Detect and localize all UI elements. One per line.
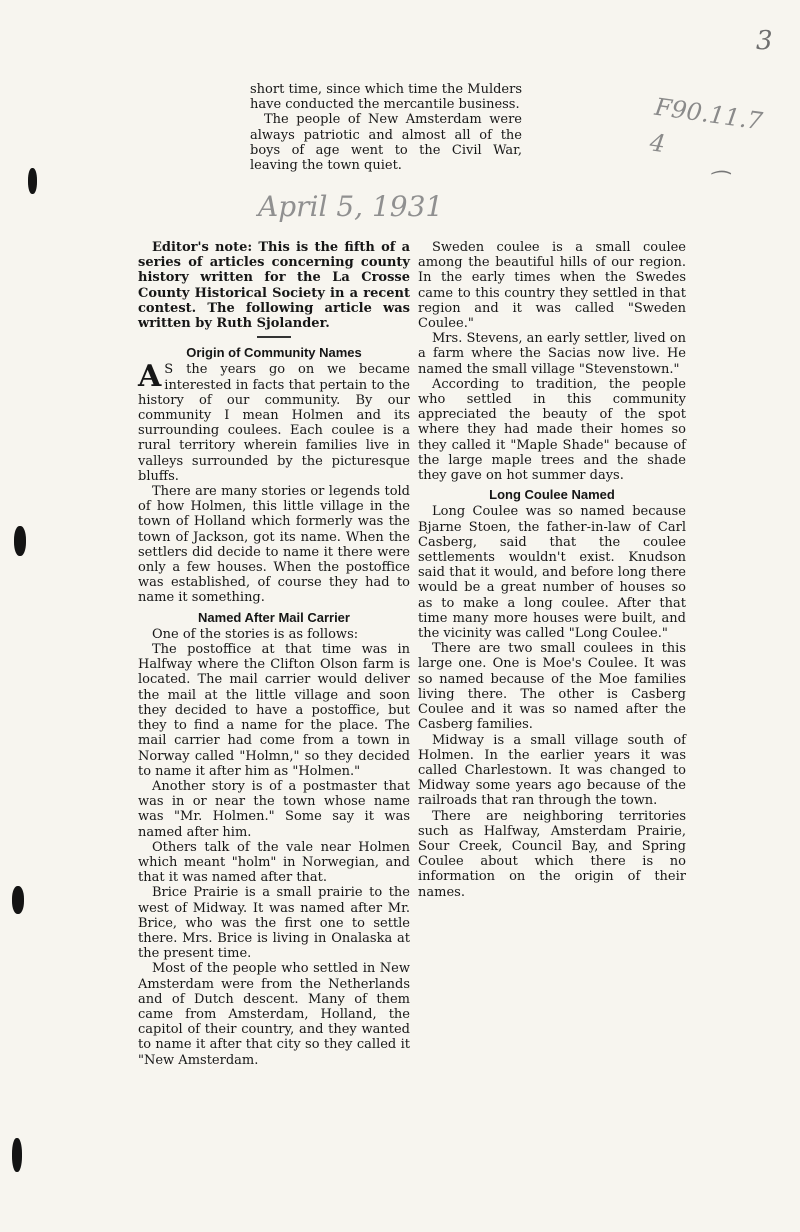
page-number: 3 xyxy=(756,26,773,56)
margin-note: F90.11.7 4 xyxy=(648,92,765,159)
subhead-long-coulee: Long Coulee Named xyxy=(489,487,615,503)
intro-paragraph xyxy=(138,359,410,484)
editor-note xyxy=(138,240,410,331)
left-paragraph-8: Most of the people who settled in New Amsterdam were from the Netherlands and of Dutch descent. Many of them came from Amsterdam, Holland, the capitol of their country, and they wanted to name it after that city so they called it "New Amsterdam. xyxy=(138,961,410,1068)
right-paragraph-7: There are neighboring territories such as Halfway, Amsterdam Prairie, Sour Creek, Council Bay, and Spring Coulee about which there is no information on the origin of their names. xyxy=(418,808,686,900)
binding-hole-1 xyxy=(28,168,37,194)
margin-scribble: ⁀ xyxy=(708,172,726,197)
left-column xyxy=(138,240,410,1068)
binding-hole-4 xyxy=(12,1138,22,1172)
editor-note-text: Editor's note: This is the fifth of a series of articles concerning county history written for the La Crosse County Historical Society in a recent contest. The following article was written by Ruth Sjolander. xyxy=(138,240,410,332)
binding-hole-2 xyxy=(14,526,26,556)
right-paragraph-1: Sweden coulee is a small coulee among the beautiful hills of our region. In the early times when the Swedes came to this country they settled in that region and it was called "Sweden Coulee." xyxy=(418,240,686,332)
top-paragraph-1: short time, since which time the Mulders have conducted the mercantile business. xyxy=(250,82,522,113)
right-paragraph-5: There are two small coulees in this large one. One is Moe's Coulee. It was so named because of the Moe families living there. The other is Casberg Coulee and it was so named after the Casberg families. xyxy=(418,641,686,733)
top-column xyxy=(250,82,522,173)
right-column xyxy=(418,240,686,900)
right-paragraph-3: According to tradition, the people who settled in this community appreciated the beauty of the spot where they had made their homes so they called it "Maple Shade" because of the large maple trees and the shade they gave on hot summer days. xyxy=(418,376,686,484)
divider-rule xyxy=(257,336,291,338)
binding-hole-3 xyxy=(12,886,24,914)
top-paragraph-2: The people of New Amsterdam were always patriotic and almost all of the boys of age went to the Civil War, leaving the town quiet. xyxy=(250,112,522,174)
right-paragraph-2: Mrs. Stevens, an early settler, lived on a farm where the Sacias now live. He named the small village "Stevenstown." xyxy=(418,331,686,377)
left-paragraph-7: Brice Prairie is a small prairie to the west of Midway. It was named after Mr. Brice, who was the first one to settle there. Mrs. Brice is living in Onalaska at the present time. xyxy=(138,885,410,962)
left-paragraph-3: One of the stories is as follows: xyxy=(152,626,359,642)
drop-cap: A xyxy=(138,359,162,395)
intro-text: S the years go on we became interested in facts that pertain to the history of our community. By our community I mean Holmen and its surrounding coulees. Each coulee is a rural territory wherein families live in valleys surrounded by the picturesque bluffs. xyxy=(138,362,410,484)
left-paragraph-4: The postoffice at that time was in Halfway where the Clifton Olson farm is located. The mail carrier would deliver the mail at the little village and soon they decided to have a postoffice, but they to find a name for the place. The mail carrier had come from a town in Norway called "Holmn," so they decided to name it after him as "Holmen." xyxy=(138,642,410,779)
headline-main: Origin of Community Names xyxy=(186,345,362,361)
left-paragraph-5: Another story is of a postmaster that was in or near the town whose name was "Mr. Holmen." Some say it was named after him. xyxy=(138,778,410,840)
subhead-mail-carrier: Named After Mail Carrier xyxy=(198,609,350,625)
handwritten-date: April 5, 1931 xyxy=(258,190,444,223)
left-paragraph-6: Others talk of the vale near Holmen which meant "holm" in Norwegian, and that it was named after that. xyxy=(138,839,410,886)
right-paragraph-6: Midway is a small village south of Holmen. In the earlier years it was called Charlestown. It was changed to Midway some years ago because of the railroads that ran through the town. xyxy=(418,732,686,809)
left-paragraph-2: There are many stories or legends told of how Holmen, this little village in the town of Holland which formerly was the town of Jackson, got its name. When the settlers did decide to name it there were only a few houses. When the postoffice was established, of course they had to name it something. xyxy=(138,484,410,606)
right-paragraph-4: Long Coulee was so named because Bjarne Stoen, the father-in-law of Carl Casberg, said that the coulee settlements wouldn't exist. Knudson said that it would, and before long there would be a great number of houses so as to make a long coulee. After that time many more houses were built, and the vicinity was called "Long Coulee." xyxy=(418,504,686,642)
